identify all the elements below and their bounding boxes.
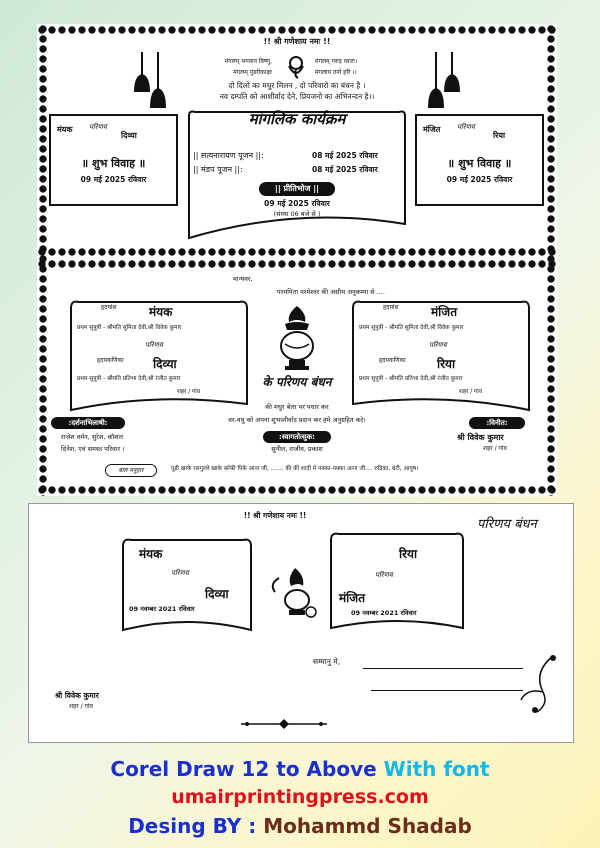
program-row-1-date: 08 मई 2025 रविवार: [312, 151, 378, 160]
darshan-pill: :दर्शनाभिलाषी:: [51, 417, 125, 429]
left-daughter-name: दिव्या: [153, 357, 177, 371]
footer-font: With font: [383, 757, 490, 781]
invite-line-2: वर-वधु को अपना शुभाशीर्वाद प्रदान कर हमे अनुग्रहित करे।: [228, 416, 366, 424]
address-line-2: [371, 690, 523, 691]
right-parinay-word: परिणय: [457, 123, 475, 131]
dotted-border-top: [37, 24, 557, 36]
blessing-line-1: दो दिलो का मधुर मिलन , दो परिवारो का बंधन है ।: [228, 81, 366, 90]
mantra-left-1: मंगलम् भगवान विष्णु,: [224, 58, 272, 65]
right-son-parents: प्रथम सुपुत्री - श्रीमति सुमिता देवी,श्री विवेक कुमार: [359, 325, 464, 331]
center-title: के परिणय बंधन: [262, 375, 332, 389]
swagat-pill: :स्वागतोत्सुक:: [263, 431, 331, 443]
left-daughter-parents: प्रथम सुपुत्री - श्रीमति प्रतिभा देवी,श्री रंजीत कुमार: [77, 376, 181, 382]
program-title: मांगलिक कार्यक्रम: [248, 110, 346, 128]
envelope-left-parinay: परिणय: [171, 569, 189, 577]
program-row-1-label: || सत्यनारायण पूजन ||:: [193, 151, 264, 160]
darshan-names-1: राजेश वर्मन, सुरेश, कौशल: [61, 433, 123, 441]
envelope-left-bride: दिव्या: [205, 587, 229, 601]
right-daughter-label: हृदयकणिका: [379, 357, 406, 364]
feast-time: (संध्या 06 बजे से ): [273, 210, 321, 218]
right-daughter-parents: प्रथम सुपुत्री - श्रीमति प्रतिभा देवी,श्री रंजीत कुमार: [359, 376, 463, 382]
left-bride-name: दिव्या: [121, 131, 137, 140]
envelope-logo: परिणय बंधन: [477, 517, 537, 532]
envelope-right-frame: [327, 528, 467, 636]
dotted-border-bottom: [37, 484, 557, 496]
envelope-right-parinay: परिणय: [375, 571, 393, 579]
address-line-1: [363, 668, 523, 669]
invite-line-1: की मधुर बेला पर पधार कर: [265, 403, 329, 411]
bal-manuhar-text: पूड़ी खाके रसगुल्ले खाके कॉफी पिके आना जी, ....... की की शादी मे पक्का-पक्का आना जी.... रुद्रिका, बंटी, आयुष।: [171, 466, 419, 472]
invitation-card-front: [37, 24, 557, 496]
intro-line: परमपिता परमेश्वर की असीम अनुकम्पा से ....: [277, 288, 385, 296]
left-parinay-word: परिणय: [89, 123, 107, 131]
bell-left-icon: [132, 52, 172, 112]
left-son-parents: प्रथम सुपुत्री - श्रीमति सुमिता देवी,श्री विवेक कुमार: [77, 325, 182, 331]
bell-right-icon: [422, 52, 462, 112]
right-wedding-box: [415, 114, 544, 206]
vinit-pill: :विनीत:: [469, 417, 525, 429]
right-son-label: हृदयांश: [383, 304, 399, 311]
dotted-divider-2: [37, 258, 557, 270]
left-wedding-title: ॥ शुभ विवाह ॥: [81, 157, 146, 170]
swagat-names: सुनील, राजीव, प्रकाश: [271, 445, 323, 453]
vinit-place: शहर / गांव: [483, 445, 507, 452]
feast-pill: || प्रीतिभोज ||: [259, 182, 335, 196]
vinit-name: श्री विवेक कुमार: [457, 433, 504, 442]
right-daughter-name: रिया: [437, 357, 456, 371]
left-family-parinay: परिणय: [145, 341, 163, 349]
program-row-2-label: || मंडप पूजन ||:: [193, 165, 243, 174]
mantra-right-2: मंगलाय तनो हरि ।।: [315, 69, 357, 76]
left-wedding-date: 09 मई 2025 रविवार: [80, 175, 147, 184]
sender-place: शहर / गांव: [69, 703, 93, 710]
envelope-left-date: 09 नवम्बर 2021 रविवार: [129, 605, 195, 613]
salutation: मान्यवर,: [233, 275, 253, 283]
mantra-right-1: मंगलम् गरुड़ ध्वजः।: [315, 58, 358, 65]
right-family-parinay: परिणय: [429, 341, 447, 349]
footer-line-3: [0, 814, 600, 838]
blessing-line-2: नव दम्पति को आशीर्वाद देने, प्रियजनो का अभिनन्दन है।।: [219, 92, 375, 101]
left-family-place: शहर / गांव: [177, 389, 201, 395]
floral-corner-icon: [513, 652, 561, 716]
right-wedding-date: 09 मई 2025 रविवार: [446, 175, 513, 184]
sammanu-label: सम्मानु मे,: [313, 657, 341, 666]
envelope-right-date: 09 नवम्बर 2021 रविवार: [351, 609, 417, 617]
footer-design-label: Desing BY :: [128, 814, 257, 838]
kalash-icon: [273, 304, 321, 372]
footer-software: Corel Draw 12 to Above: [110, 757, 377, 781]
left-daughter-label: हृदयकणिका: [97, 357, 124, 364]
ganesh-icon: [283, 54, 309, 80]
footer-website: umairprintingpress.com: [171, 786, 429, 808]
right-son-name: मंजित: [431, 305, 458, 319]
left-groom-name: मंयक: [57, 125, 73, 134]
left-son-name: मंयक: [149, 305, 173, 319]
right-family-place: शहर / गांव: [459, 389, 483, 395]
program-row-2-date: 08 मई 2025 रविवार: [312, 165, 378, 174]
right-groom-name: मंजित: [423, 125, 441, 134]
invocation: !! श्री गणेशाय नमः !!: [263, 37, 331, 46]
darshan-names-2: दिनेश, एवं समस्त परिवार ।: [61, 445, 125, 453]
envelope-left-groom: मंयक: [139, 547, 163, 561]
dotted-divider: [37, 246, 557, 258]
right-wedding-title: ॥ शुभ विवाह ॥: [447, 157, 512, 170]
envelope-kalash-icon: [265, 564, 321, 620]
left-wedding-box: [49, 114, 178, 206]
right-bride-name: रिया: [493, 131, 506, 140]
left-son-label: हृदयांश: [101, 304, 117, 311]
mantra-left-2: मंगलम् पुंडरीकाक्षः: [233, 69, 272, 76]
footer-line-1: [0, 757, 600, 781]
feast-date: 09 मई 2025 रविवार: [264, 199, 330, 208]
sender-name: श्री विवेक कुमार: [55, 691, 99, 700]
invitation-card-envelope: [28, 503, 574, 743]
envelope-invocation: !! श्री गणेशाय नमः !!: [243, 511, 307, 520]
footer-designer: Mohammd Shadab: [263, 814, 472, 838]
envelope-right-bride: मंजित: [339, 591, 366, 605]
envelope-right-groom: रिया: [399, 547, 418, 561]
bal-manuhar-badge: बाल मनुहार: [105, 464, 157, 477]
ornamental-divider-icon: [239, 718, 329, 730]
